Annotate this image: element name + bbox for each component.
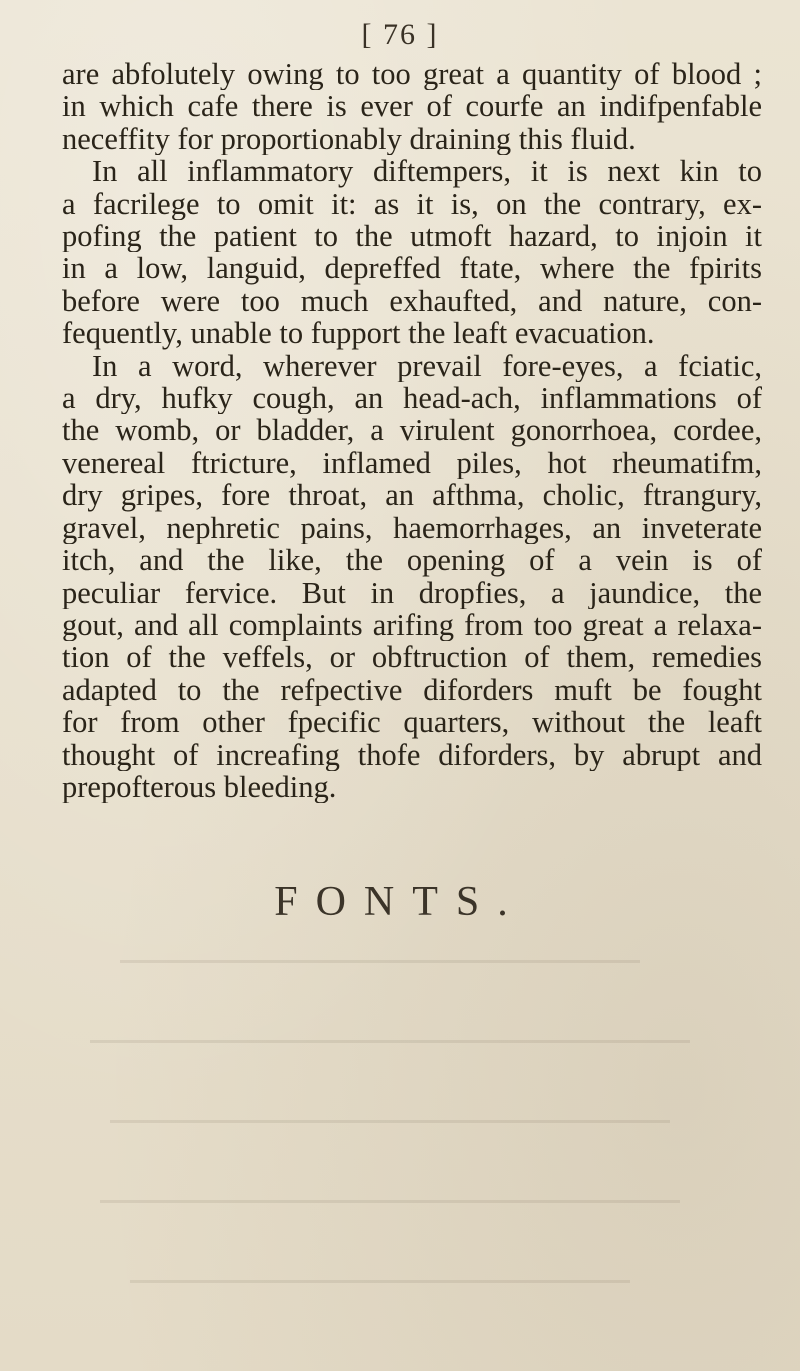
text-line: are abfolutely owing to too great a quantity of blood ; (62, 58, 762, 91)
text-line: peculiar fervice. But in dropfies, a jaundice, the (62, 576, 762, 609)
text-line: In all inflammatory diftempers, it is next kin to (92, 155, 762, 188)
text-line: prepofterous bleeding. (62, 770, 337, 804)
text-line: neceffity for proportionably draining this fluid. (62, 122, 636, 156)
text-line: a facrilege to omit it: as it is, on the contrary, ex- (62, 187, 762, 221)
text-line: pofing the patient to the utmoft hazard, to injoin it (62, 220, 762, 253)
text-line: gout, and all complaints arifing from too great a relaxa- (62, 608, 762, 642)
body-text (62, 58, 762, 803)
text-line: gravel, nephretic pains, haemorrhages, an inveterate (62, 511, 762, 545)
bleed-mark (130, 1280, 630, 1283)
text-line: In a word, wherever prevail fore-eyes, a fciatic, (92, 349, 762, 383)
text-line: dry gripes, fore throat, an afthma, cholic, ftrangury, (62, 479, 762, 512)
bleed-mark (110, 1120, 670, 1123)
bleed-mark (100, 1200, 680, 1203)
section-heading: FONTS. (274, 879, 526, 925)
text-line: itch, and the like, the opening of a vein is of (62, 544, 762, 577)
text-line: adapted to the refpective diforders muft be fought (62, 673, 762, 707)
text-line: a dry, hufky cough, an head-ach, inflammations of (62, 382, 762, 415)
text-line: in which cafe there is ever of courfe an indifpenfable (62, 90, 762, 123)
text-line: venereal ftricture, inflamed piles, hot rheumatifm, (62, 446, 762, 480)
text-line: tion of the veffels, or obftruction of them, remedies (62, 641, 762, 674)
text-line: thought of increafing thofe diforders, by abrupt and (62, 738, 762, 771)
text-line: fequently, unable to fupport the leaft evacuation. (62, 317, 655, 350)
text-line: in a low, languid, depreffed ftate, where the fpirits (62, 252, 762, 285)
text-line: before were too much exhaufted, and nature, con- (62, 284, 762, 318)
page-number: [ 76 ] (361, 18, 439, 51)
text-line: for from other fpecific quarters, without the leaft (62, 706, 762, 739)
text-line: the womb, or bladder, a virulent gonorrhoea, cordee, (62, 414, 762, 447)
bleed-mark (90, 1040, 690, 1043)
bleed-mark (120, 960, 640, 963)
